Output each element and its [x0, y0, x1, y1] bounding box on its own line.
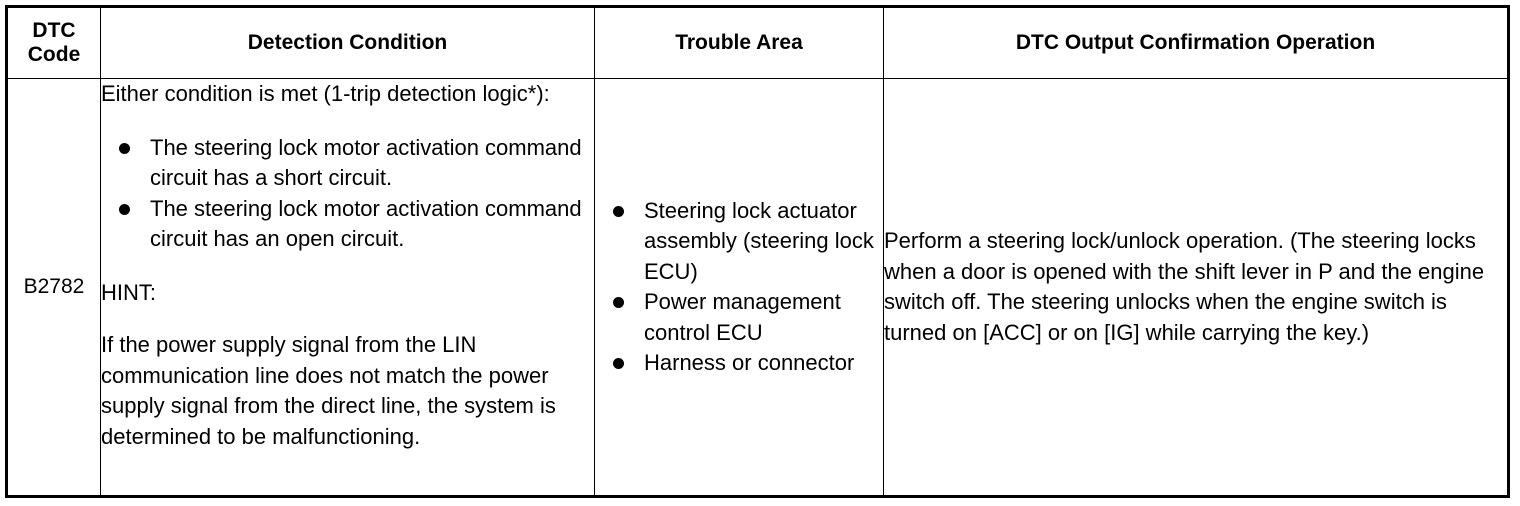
dtc-code-cell: B2782	[7, 79, 101, 497]
list-item	[101, 133, 594, 194]
trouble-area-list	[595, 196, 883, 379]
list-item	[101, 194, 594, 255]
bullet-icon	[119, 143, 130, 154]
list-item	[595, 287, 883, 348]
trouble-area-cell	[595, 79, 884, 497]
bullet-icon	[119, 204, 130, 215]
output-confirmation-cell: Perform a steering lock/unlock operation. (The steering locks when a door is opened with the shift lever in P and the engine switch off. The steering unlocks when the engine switch is turned on [ACC] or on [IG] while carrying the key.)	[884, 79, 1509, 497]
trouble-area-item-text: Harness or connector	[644, 350, 855, 375]
trouble-area-item-text: Power management control ECU	[644, 289, 841, 345]
header-dtc-code	[7, 7, 101, 79]
header-dtc-code-label: DTC Code	[27, 19, 81, 66]
hint-text: If the power supply signal from the LIN communication line does not match the power supply signal from the direct line, the system is determined to be malfunctioning.	[101, 332, 556, 449]
trouble-area-item-text: Steering lock actuator assembly (steering lock ECU)	[644, 197, 874, 284]
bullet-icon	[613, 297, 624, 308]
hint-label: HINT:	[101, 279, 156, 305]
header-trouble-area: Trouble Area	[595, 7, 884, 79]
list-item	[595, 196, 883, 288]
table-row	[7, 79, 1509, 497]
header-detection-condition: Detection Condition	[101, 7, 595, 79]
header-output-confirmation: DTC Output Confirmation Operation	[884, 7, 1509, 79]
condition-item-text: The steering lock motor activation command circuit has an open circuit.	[150, 195, 582, 251]
dtc-table	[5, 5, 1510, 498]
header-row	[7, 7, 1509, 79]
bullet-icon	[613, 206, 624, 217]
bullet-icon	[613, 358, 624, 369]
condition-list	[101, 133, 594, 255]
condition-intro: Either condition is met (1-trip detection logic*):	[101, 81, 550, 106]
detection-condition-cell	[101, 79, 595, 497]
list-item	[595, 348, 883, 379]
condition-item-text: The steering lock motor activation command circuit has a short circuit.	[150, 134, 582, 190]
